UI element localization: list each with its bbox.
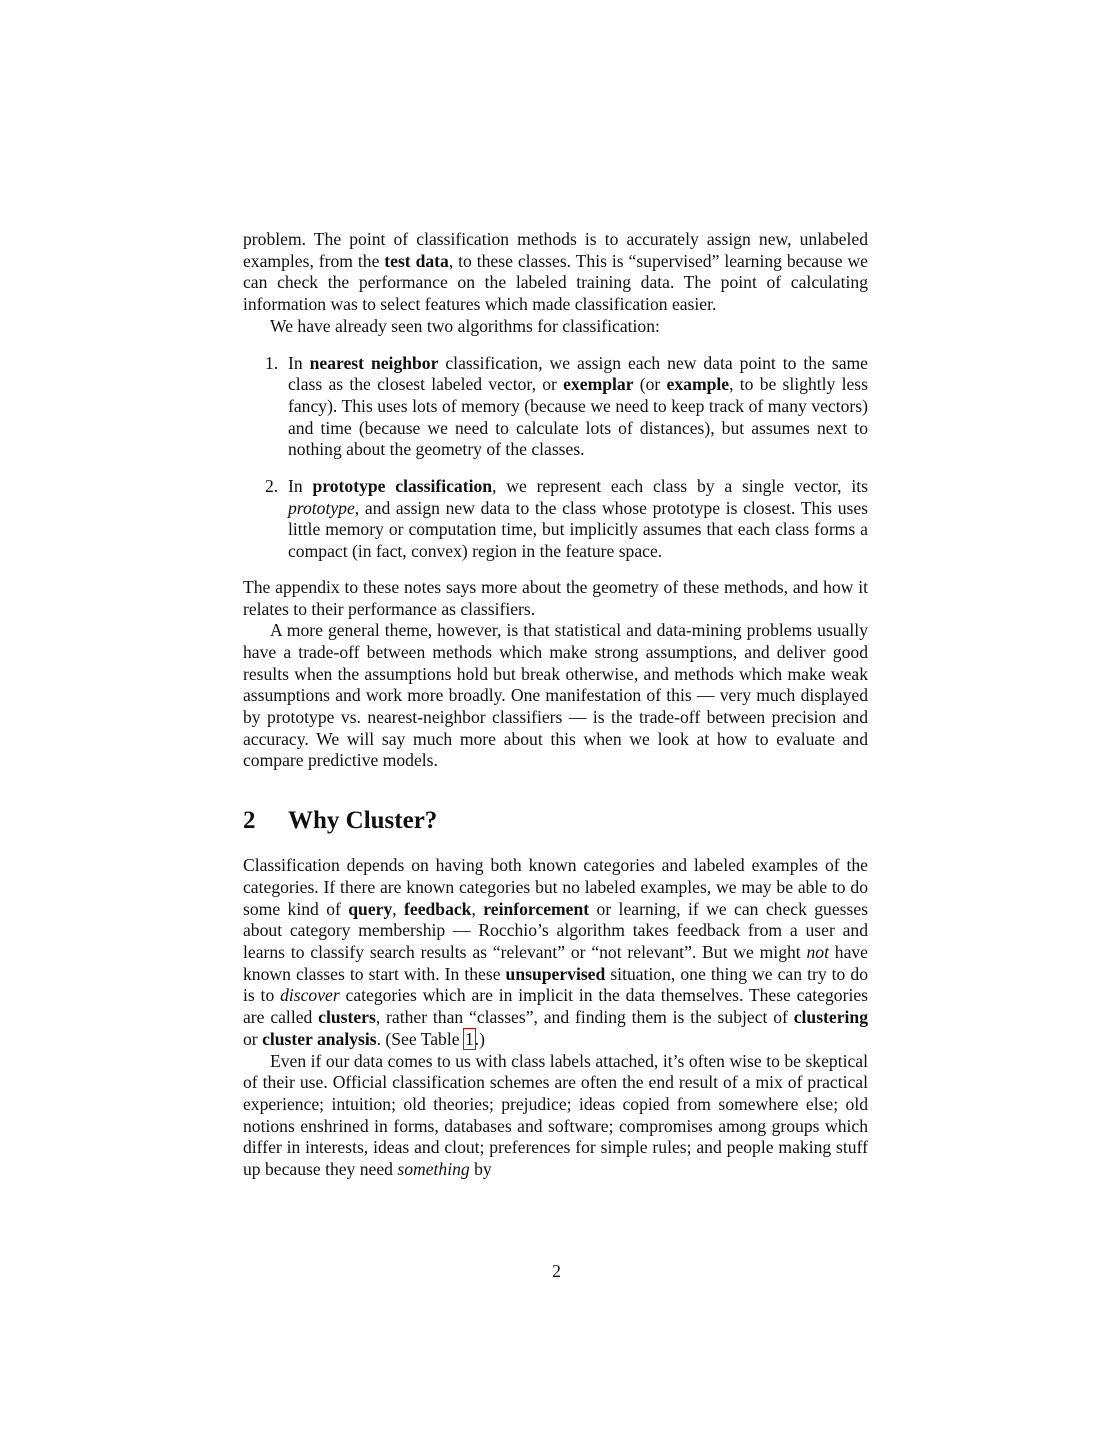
list-item	[243, 476, 868, 563]
text-run: clustering	[793, 1007, 868, 1028]
text-run: by	[469, 1159, 492, 1180]
text-run: not	[806, 941, 829, 962]
discussion-paragraphs	[243, 577, 868, 772]
text-run: , to be slightly less fancy). This uses lots of memory (because we need to keep track of many vectors) and time (because we need to calculate lots of distances), but assumes next to nothing about the geometry of the classes.	[288, 374, 868, 460]
text-run: cluster analysis	[262, 1028, 377, 1049]
text-run: We have already seen two algorithms for classification:	[270, 315, 660, 336]
list-number: 1.	[265, 352, 279, 373]
algorithm-list	[243, 353, 868, 563]
paragraph	[243, 620, 868, 772]
text-run: or	[243, 1028, 263, 1049]
text-run: prototype classification	[312, 476, 493, 497]
text-run: unsupervised	[505, 963, 606, 984]
page-body	[243, 229, 868, 1181]
text-run: something	[397, 1159, 470, 1180]
text-run: prototype	[288, 497, 355, 518]
paragraph	[243, 855, 868, 1050]
intro-paragraphs	[243, 229, 868, 338]
list-item	[243, 353, 868, 462]
section-title: Why Cluster?	[288, 807, 438, 835]
text-run: query	[348, 898, 393, 919]
paragraph	[243, 577, 868, 620]
text-run: Classification depends on having both known categories and labeled examples of the categories. If there are known categories but no labeled examples, we may be able to do some kind of	[243, 855, 868, 919]
text-run: or learning, if we can check guesses about category membership — Rocchio’s algorithm takes feedback from a user and learns to classify search results as “relevant” or “not relevant”. But we might	[243, 898, 869, 962]
text-run: discover	[280, 985, 340, 1006]
text-run: categories which are in implicit in the data themselves. These categories are called	[243, 985, 868, 1028]
page-number: 2	[552, 1261, 561, 1281]
text-run: ,	[471, 898, 484, 919]
section-paragraphs	[243, 855, 868, 1181]
text-run: nearest neighbor	[309, 352, 439, 373]
text-run: example	[666, 374, 730, 395]
text-run: feedback	[404, 898, 472, 919]
text-run: Even if our data comes to us with class labels attached, it’s often wise to be skeptical of their use. Official classification schemes are often the end result of a mix of practical experience; intuition; old theories; prejudice; ideas copied from somewhere else; old notions enshrined in forms, databases and software; compromises among groups which differ in interests, ideas and clout; preferences for simple rules; and people making stuff up because they need	[243, 1050, 868, 1180]
text-run: A more general theme, however, is that statistical and data-mining problems usually have a trade-off between methods which make strong assumptions, and deliver good results when the assumptions hold but break otherwise, and methods which make weak assumptions and work more broadly. One manifestation of this — very much displayed by prototype vs. nearest-neighbor classifiers — is the trade-off between precision and accuracy. We will say much more about this when we look at how to evaluate and compare predictive models.	[243, 620, 868, 771]
section-heading	[243, 806, 868, 836]
text-run: test data	[384, 250, 449, 271]
text-run: .)	[474, 1028, 486, 1049]
paragraph	[243, 1051, 868, 1181]
text-run: In	[288, 352, 310, 373]
section-number: 2	[243, 807, 256, 835]
text-run: The appendix to these notes says more about the geometry of these methods, and how it relates to their performance as classifiers.	[243, 576, 868, 619]
text-run: situation, one thing we can try to do is to	[243, 963, 868, 1006]
paragraph	[243, 229, 868, 316]
text-run: , rather than “classes”, and finding them is the subject of	[375, 1007, 794, 1028]
text-run: (or	[633, 374, 667, 395]
text-run: reinforcement	[483, 898, 590, 919]
text-run: , we represent each class by a single vector, its	[492, 476, 868, 497]
text-run: In	[288, 476, 313, 497]
table-reference-link[interactable]: 1	[464, 1028, 474, 1049]
text-run: problem. The point of classification methods is to accurately assign new, unlabeled examples, from the	[243, 229, 868, 271]
text-run: . (See Table	[376, 1028, 464, 1049]
list-number: 2.	[265, 476, 279, 497]
text-run: classification, we assign each new data point to the same class as the closest labeled vector, or	[288, 352, 868, 395]
paragraph	[243, 316, 868, 338]
text-run: , to these classes. This is “supervised” learning because we can check the performance on the labeled training data. The point of calculating information was to select features which made classification easier.	[243, 250, 868, 315]
text-run: clusters	[318, 1007, 376, 1028]
text-run: , and assign new data to the class whose prototype is closest. This uses little memory or computation time, but implicitly assumes that each class forms a compact (in fact, convex) region in the feature space.	[288, 497, 868, 562]
text-run: ,	[392, 898, 405, 919]
text-run: have known classes to start with. In these	[243, 941, 868, 984]
text-run: exemplar	[563, 374, 634, 395]
